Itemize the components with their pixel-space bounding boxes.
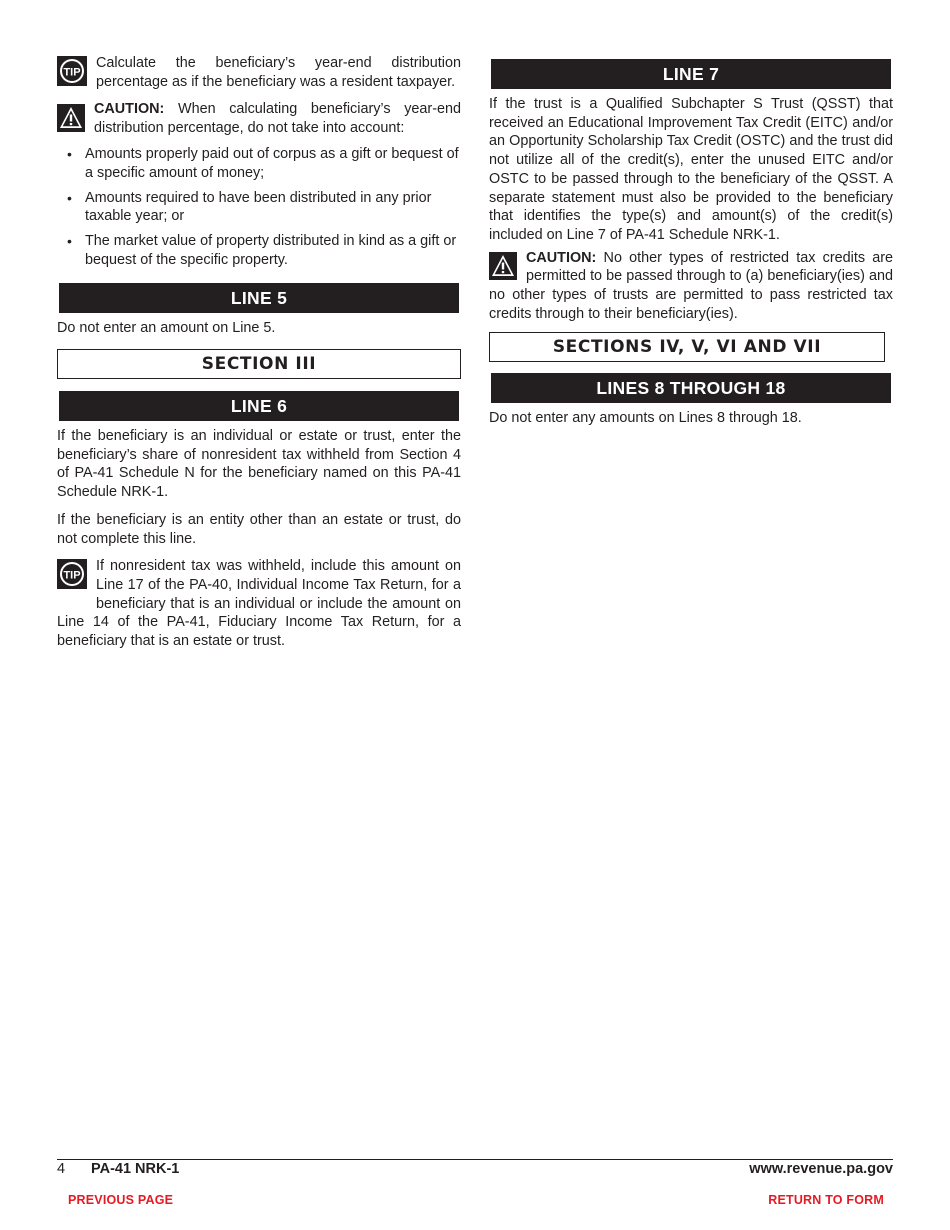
caution-icon bbox=[489, 252, 517, 286]
caution-note bbox=[489, 249, 893, 324]
line-7-heading: LINE 7 bbox=[491, 59, 891, 89]
tip-icon bbox=[57, 559, 87, 595]
section-3-heading: SECTION III bbox=[57, 349, 461, 379]
form-name: PA-41 NRK-1 bbox=[91, 1161, 180, 1177]
list-item: • Amounts required to have been distributed in any prior taxable year; or bbox=[57, 189, 461, 226]
lines-8-18-text: Do not enter any amounts on Lines 8 through 18. bbox=[489, 410, 802, 427]
svg-text:TIP: TIP bbox=[63, 569, 81, 582]
exclusion-list bbox=[57, 145, 461, 269]
tip-text: Calculate the beneficiary’s year-end distribution percentage as if the beneficiary was a resident taxpayer. bbox=[96, 55, 461, 90]
line-6-paragraph: If the beneficiary is an individual or estate or trust, enter the beneficiary’s share of nonresident tax withheld from Section 4 of PA-41 Schedule N for the beneficiary named on this PA-41 Schedule NRK-1. bbox=[57, 428, 461, 501]
left-column bbox=[57, 54, 461, 659]
line-6-paragraph: If the beneficiary is an entity other than an estate or trust, do not complete this line. bbox=[57, 511, 461, 547]
caution-note bbox=[57, 100, 461, 138]
tip-text: If nonresident tax was withheld, include this amount on Line 17 of the PA-40, Individual Income Tax Return, for a beneficiary that is an individual or include the amount on Line 14 of the PA-41, Fiduciary Income Tax Return, for a beneficiary that is an estate or trust. bbox=[57, 558, 461, 650]
caution-label: CAUTION: bbox=[526, 249, 597, 266]
caution-icon bbox=[57, 104, 85, 138]
caution-text: When calculating beneficiary’s year-end distribution percentage, do not take into account: bbox=[94, 101, 461, 137]
caution-text: No other types of restricted tax credits are permitted to be passed through to (a) beneficiary(ies) and no other types of trusts are permitted to pass restricted tax credits through to their beneficiary(ies). bbox=[489, 249, 893, 322]
sections-4-7-heading: SECTIONS IV, V, VI AND VII bbox=[489, 332, 885, 362]
list-item: • The market value of property distributed in kind as a gift or bequest of the specific property. bbox=[57, 232, 461, 269]
footer-divider bbox=[57, 1159, 893, 1160]
line-5-heading: LINE 5 bbox=[59, 283, 459, 313]
tip-note bbox=[57, 54, 461, 91]
line-7-text: If the trust is a Qualified Subchapter S Trust (QSST) that received an Educational Improvement Tax Credit (EITC) and/or an Opportunity Scholarship Tax Credit (OSTC) and the trust did not utilize all of the credit(s), enter the unused EITC and/or OSTC to be passed through to the beneficiary of the QSST. A separate statement must also be provided to the beneficiary that identifies the type(s) and amount(s) of the credit(s) included on Line 7 of PA-41 Schedule NRK-1. bbox=[489, 96, 893, 243]
page-number: 4 bbox=[57, 1161, 66, 1177]
lines-8-18-heading: LINES 8 THROUGH 18 bbox=[491, 373, 891, 403]
svg-text:TIP: TIP bbox=[63, 66, 81, 79]
tip-icon bbox=[57, 56, 87, 92]
previous-page-link[interactable]: PREVIOUS PAGE bbox=[68, 1193, 174, 1207]
return-to-form-link[interactable]: RETURN TO FORM bbox=[768, 1193, 884, 1207]
website-link[interactable]: www.revenue.pa.gov bbox=[749, 1161, 893, 1177]
caution-label: CAUTION: bbox=[94, 101, 165, 118]
tip-note bbox=[57, 557, 461, 651]
right-column bbox=[489, 54, 893, 437]
list-item: • Amounts properly paid out of corpus as a gift or bequest of a specific amount of money; bbox=[57, 145, 461, 182]
line-6-heading: LINE 6 bbox=[59, 391, 459, 421]
line-5-text: Do not enter an amount on Line 5. bbox=[57, 320, 276, 337]
